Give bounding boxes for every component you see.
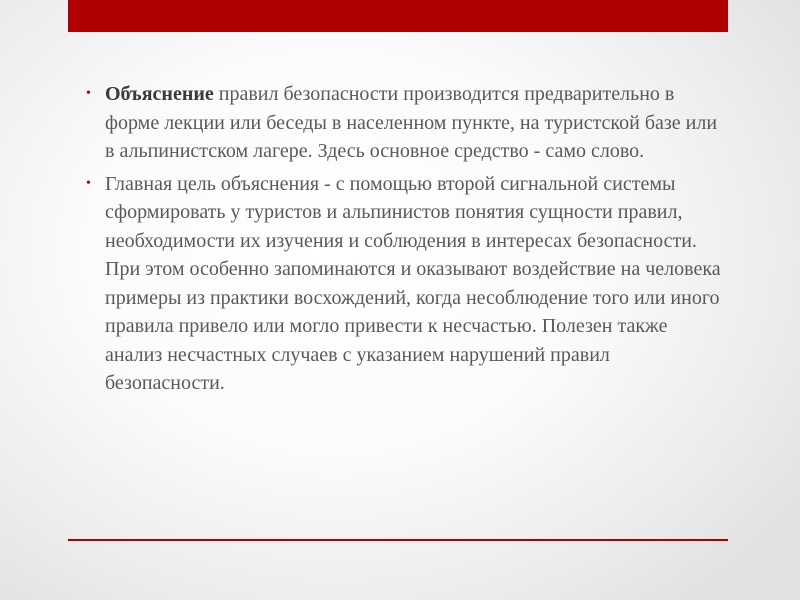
bullet-text: Главная цель объяснения - с помощью второй сигнальной системы сформировать у туристов и альпинистов понятия сущности правил, необходимости их изучения и соблюдения в интересах безопасности. При этом особенно запоминаются и оказывают воздействие на человека примеры из практики восхождений, когда несоблюдение того или иного правила привело или могло привести к несчастью. Полезен также анализ несчастных случаев с указанием нарушений правил безопасности. — [105, 172, 721, 394]
bullet-item-main-goal — [86, 170, 726, 398]
bullet-item-explanation — [86, 80, 726, 166]
bullet-dot-icon: • — [86, 175, 91, 191]
bullet-text: правил безопасности производится предварительно в форме лекции или беседы в населенном пункте, на туристской базе или в альпинистском лагере. Здесь основное средство - само слово. — [105, 83, 718, 162]
bullet-lead-term: Объяснение — [105, 83, 214, 105]
footer-divider-line — [68, 539, 728, 541]
bullet-list — [86, 80, 726, 402]
title-accent-bar — [68, 0, 728, 32]
bullet-dot-icon: • — [86, 86, 91, 101]
